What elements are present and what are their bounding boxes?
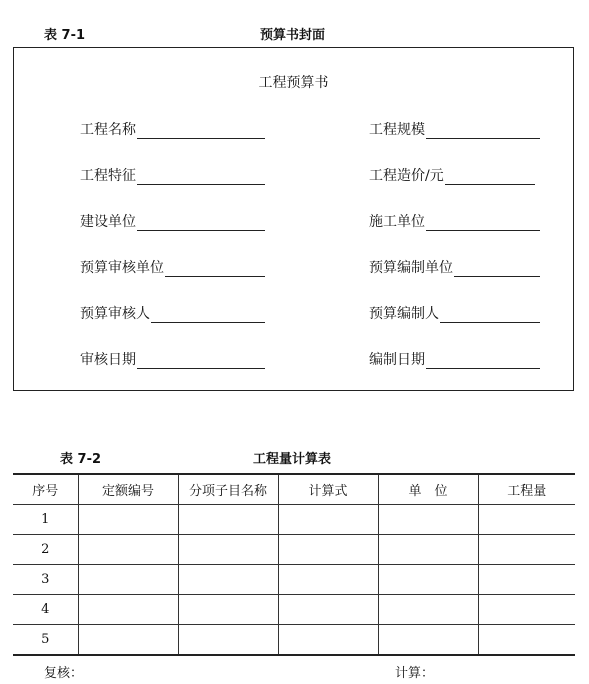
field-label: 预算编制人 bbox=[369, 306, 439, 322]
col-header-serial: 序号 bbox=[13, 474, 78, 505]
table-cell bbox=[178, 535, 278, 565]
table-row bbox=[13, 535, 575, 565]
table-cell bbox=[378, 505, 478, 535]
col-header-quantity: 工程量 bbox=[478, 474, 575, 505]
table-cell bbox=[278, 535, 378, 565]
field-project-cost bbox=[369, 165, 535, 185]
field-construction-unit bbox=[80, 211, 265, 231]
field-label: 建设单位 bbox=[80, 214, 136, 230]
field-project-feature bbox=[80, 165, 265, 185]
field-contractor bbox=[369, 211, 540, 231]
calculator-label: 计算： bbox=[395, 666, 435, 681]
table-cell bbox=[78, 625, 178, 656]
table-cell bbox=[78, 505, 178, 535]
row-serial: 1 bbox=[13, 505, 78, 535]
field-project-name bbox=[80, 119, 265, 139]
field-label: 编制日期 bbox=[369, 352, 425, 368]
field-label: 预算编制单位 bbox=[369, 260, 453, 276]
table-cell bbox=[278, 505, 378, 535]
field-label: 施工单位 bbox=[369, 214, 425, 230]
field-label: 工程特征 bbox=[80, 168, 136, 184]
cover-box bbox=[13, 47, 574, 391]
blank-line bbox=[165, 261, 265, 277]
blank-line bbox=[151, 307, 265, 323]
table-cell bbox=[378, 535, 478, 565]
table-cell bbox=[178, 505, 278, 535]
field-budget-review-unit bbox=[80, 257, 265, 277]
blank-line bbox=[454, 261, 540, 277]
table-row bbox=[13, 595, 575, 625]
table-cell bbox=[78, 565, 178, 595]
table2-number: 表 7-2 bbox=[60, 452, 102, 467]
blank-line bbox=[137, 169, 265, 185]
table-row bbox=[13, 625, 575, 656]
table-cell bbox=[278, 595, 378, 625]
table-row bbox=[13, 565, 575, 595]
row-serial: 2 bbox=[13, 535, 78, 565]
table-cell bbox=[178, 625, 278, 656]
table-cell bbox=[178, 565, 278, 595]
row-serial: 3 bbox=[13, 565, 78, 595]
table1-number: 表 7-1 bbox=[44, 28, 86, 43]
field-budget-prep-unit bbox=[369, 257, 540, 277]
table-cell bbox=[278, 625, 378, 656]
cover-heading: 工程预算书 bbox=[258, 75, 329, 91]
table-cell bbox=[178, 595, 278, 625]
col-header-quota-code: 定额编号 bbox=[78, 474, 178, 505]
blank-line bbox=[137, 353, 265, 369]
table-row bbox=[13, 505, 575, 535]
field-label: 预算审核人 bbox=[80, 306, 150, 322]
field-budget-preparer bbox=[369, 303, 540, 323]
field-label: 工程造价/元 bbox=[369, 168, 444, 184]
table-cell bbox=[278, 565, 378, 595]
col-header-formula: 计算式 bbox=[278, 474, 378, 505]
table-cell bbox=[478, 595, 575, 625]
blank-line bbox=[137, 123, 265, 139]
row-serial: 4 bbox=[13, 595, 78, 625]
table-cell bbox=[378, 595, 478, 625]
table-cell bbox=[478, 505, 575, 535]
blank-line bbox=[440, 307, 540, 323]
table-cell bbox=[478, 565, 575, 595]
col-header-unit: 单 位 bbox=[378, 474, 478, 505]
table-header-row bbox=[13, 474, 575, 505]
table-cell bbox=[478, 535, 575, 565]
table-cell bbox=[478, 625, 575, 656]
blank-line bbox=[137, 215, 265, 231]
col-header-item-name: 分项子目名称 bbox=[178, 474, 278, 505]
field-project-scale bbox=[369, 119, 540, 139]
field-label: 工程规模 bbox=[369, 122, 425, 138]
reviewer-label: 复核： bbox=[44, 666, 84, 681]
field-prep-date bbox=[369, 349, 540, 369]
row-serial: 5 bbox=[13, 625, 78, 656]
table2-title: 工程量计算表 bbox=[253, 452, 332, 467]
table-cell bbox=[78, 535, 178, 565]
field-label: 预算审核单位 bbox=[80, 260, 164, 276]
field-label: 审核日期 bbox=[80, 352, 136, 368]
field-label: 工程名称 bbox=[80, 122, 136, 138]
quantity-calc-table bbox=[13, 473, 575, 656]
blank-line bbox=[445, 169, 535, 185]
table-cell bbox=[378, 565, 478, 595]
table-cell bbox=[378, 625, 478, 656]
blank-line bbox=[426, 353, 540, 369]
field-budget-reviewer bbox=[80, 303, 265, 323]
table-cell bbox=[78, 595, 178, 625]
table1-title: 预算书封面 bbox=[260, 28, 326, 43]
field-review-date bbox=[80, 349, 265, 369]
blank-line bbox=[426, 215, 540, 231]
blank-line bbox=[426, 123, 540, 139]
